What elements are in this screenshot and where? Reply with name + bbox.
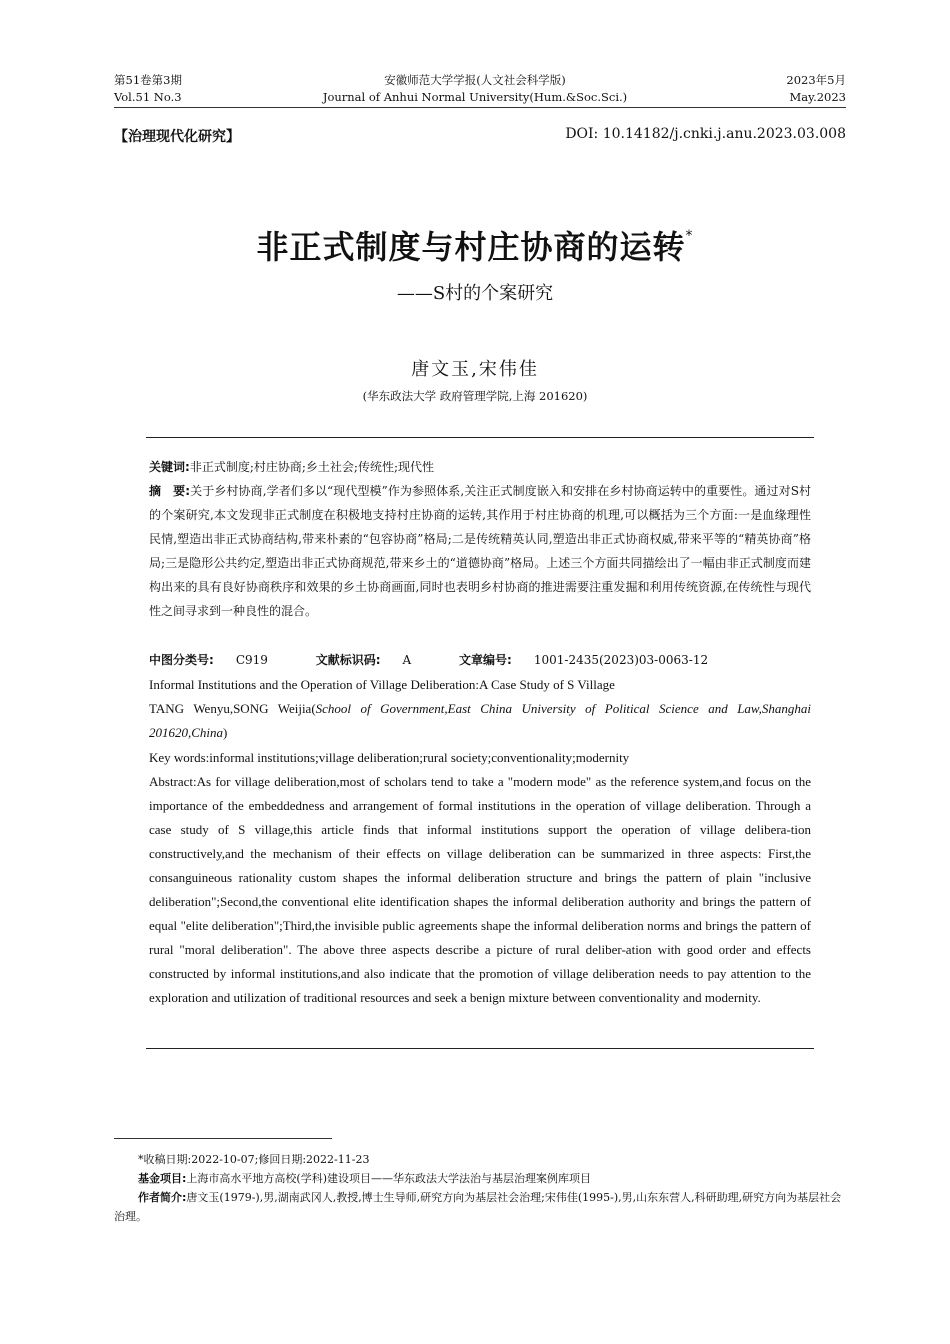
en-keywords-text: informal institutions;village deliberation;rural society;conventionality;modernity (209, 750, 630, 765)
title-footnote-mark[interactable]: * (685, 228, 694, 244)
clc-code (149, 653, 290, 667)
en-author-names: TANG Wenyu,SONG Weijia( (149, 701, 316, 716)
doi-link[interactable]: DOI: 10.14182/j.cnki.j.anu.2023.03.008 (565, 126, 846, 142)
received-date: *收稿日期:2022-10-07;修回日期:2022-11-23 (138, 1153, 370, 1166)
bio-text: 唐文玉(1979-),男,湖南武冈人,教授,博士生导师,研究方向为基层社会治理;宋伟佳(1995-),男,山东东营人,科研助理,研究方向为基层社会治理。 (114, 1191, 842, 1223)
cn-keywords-text: 非正式制度;村庄协商;乡土社会;传统性;现代性 (189, 460, 434, 474)
article-number (459, 653, 730, 667)
abstract-bottom-rule (146, 1048, 814, 1049)
authors: 唐文玉,宋伟佳 (411, 359, 539, 380)
journal-name-en: Journal of Anhui Normal University(Hum.&Soc.Sci.) (322, 90, 628, 104)
author-bio (114, 1188, 846, 1226)
en-keywords-label: Key words: (149, 750, 210, 765)
doc-code-label: 文献标识码: (315, 653, 381, 667)
footnote-rule (114, 1138, 332, 1139)
affiliation: (华东政法大学 政府管理学院,上海 201620) (362, 389, 588, 403)
cn-keywords (149, 455, 811, 479)
footnotes (114, 1150, 846, 1226)
en-keywords (149, 746, 811, 770)
volume-issue-cn: 第51卷第3期 (114, 73, 182, 87)
article-title (0, 222, 950, 268)
volume-issue-en: Vol.51 No.3 (114, 90, 182, 104)
article-number-value: 1001-2435(2023)03-0063-12 (533, 653, 709, 667)
abstract-top-rule (146, 437, 814, 438)
article-subtitle: ——S村的个案研究 (396, 283, 554, 304)
cn-abstract (149, 479, 811, 623)
header-rule (114, 107, 846, 108)
fund-label: 基金项目: (138, 1172, 187, 1185)
journal-name-cn: 安徽师范大学学报(人文社会科学版) (384, 73, 566, 87)
doc-code-value: A (402, 653, 412, 667)
clc-value: C919 (235, 653, 268, 667)
document-code (316, 653, 433, 667)
cn-abstract-text: 关于乡村协商,学者们多以“现代型模”作为参照体系,关注正式制度嵌入和安排在乡村协商运转中的重要性。通过对S村的个案研究,本文发现非正式制度在积极地支持村庄协商的运转,其作用于村庄协商的机理,可以概括为三个方面:一是血缘理性民情,塑造出非正式协商结构,带来朴素的“包容协商”格局;二是传统精英认同,塑造出非正式协商权威,带来平等的“精英协商”格局;三是隐形公共约定,塑造出非正式协商规范,带来乡土的“道德协商”格局。上述三个方面共同描绘出了一幅由非正式制度而建构出来的具有良好协商秩序和效果的乡土协商画面,同时也表明乡村协商的推进需要注重发掘和利用传统资源,在传统性与现代性之间寻求到一种良性的混合。 (149, 484, 811, 618)
fund-text: 上海市高水平地方高校(学科)建设项目——华东政法大学法治与基层治理案例库项目 (186, 1172, 591, 1185)
en-authors (149, 697, 811, 745)
date-cn: 2023年5月 (786, 73, 846, 87)
en-title: Informal Institutions and the Operation of Village Deliberation:A Case Study of S Village (149, 677, 615, 692)
classification-row (149, 648, 811, 672)
title-text: 非正式制度与村庄协商的运转 (256, 228, 686, 266)
en-abstract-label: Abstract: (149, 774, 197, 789)
column-label: 【治理现代化研究】 (114, 129, 240, 145)
journal-date (786, 72, 846, 106)
clc-label: 中图分类号: (149, 653, 214, 667)
article-number-label: 文章编号: (459, 653, 512, 667)
date-en: May.2023 (789, 90, 846, 104)
bio-label: 作者简介: (138, 1191, 187, 1204)
fund-note (114, 1169, 846, 1188)
cn-keywords-label: 关键词: (149, 460, 190, 474)
en-abstract (149, 770, 811, 1010)
en-affiliation-close: ) (223, 725, 228, 740)
en-affiliation: School of Government,East China University of Political Science and Law,Shanghai 201620,China (149, 701, 811, 740)
en-abstract-text: As for village deliberation,most of scholars tend to take a "modern mode" as the reference system,and focus on the importance of the embeddedness and arrangement of formal institutions in the operation of village deliberation. Through a case study of S village,this article finds that informal institutions support the operation of village delibera-tion constructively,and the mechanism of their effects on village deliberation can be summarized in three aspects: First,the consanguineous rationality custom shapes the informal deliberation structure and brings the pattern of plain "inclusive deliberation";Second,the conventional elite identification shapes the informal deliberation authority and brings the pattern of equal "elite deliberation";Third,the invisible public agreements shape the informal deliberation norms and brings the pattern of rural "moral deliberation". The above three aspects describe a picture of rural deliber-ation with good order and effects constructed by informal institutions,and also indicate that the promotion of village deliberation needs to pay attention to the exploration and utilization of traditional resources and seek a benign mixture between conventionality and modernity. (149, 774, 811, 1005)
cn-abstract-label: 摘 要: (149, 484, 191, 498)
